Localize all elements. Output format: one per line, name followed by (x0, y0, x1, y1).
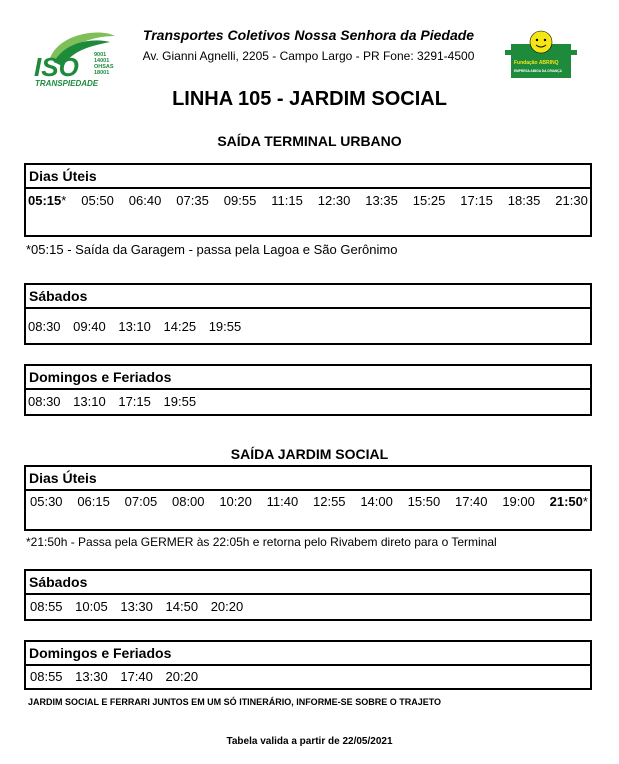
schedule-label: Sábados (26, 571, 590, 595)
time-entry: 06:15 (77, 494, 110, 509)
schedule-note: *05:15 - Saída da Garagem - passa pela Lagoa e São Gerônimo (26, 242, 398, 257)
times-row (26, 491, 590, 509)
time-entry: 12:55 (313, 494, 346, 509)
time-entry: 08:30 (28, 394, 61, 409)
time-entry: 21:30 (555, 193, 588, 208)
time-entry: 17:15 (118, 394, 151, 409)
time-entry: 18:35 (507, 193, 541, 208)
svg-text:9001: 9001 (94, 52, 107, 58)
time-entry: 20:20 (210, 599, 244, 614)
svg-text:ISO: ISO (34, 52, 79, 82)
times-row (26, 595, 590, 614)
svg-text:Fundação ABRINQ: Fundação ABRINQ (514, 60, 559, 66)
time-entry: 09:40 (73, 319, 106, 334)
time-entry: 19:55 (163, 394, 197, 409)
schedule-box-sundays-terminal (24, 364, 592, 416)
schedule-label: Sábados (26, 285, 590, 309)
header (0, 0, 619, 90)
time-entry: 08:00 (171, 494, 205, 509)
time-entry: 13:30 (120, 599, 153, 614)
valid-from: Tabela valida a partir de 22/05/2021 (226, 736, 393, 747)
times-row (26, 390, 590, 409)
schedule-box-weekdays-jardim (24, 465, 592, 531)
time-entry: 09:55 (223, 193, 257, 208)
svg-text:EMPRESA AMIGA DA CRIANÇA: EMPRESA AMIGA DA CRIANÇA (514, 69, 562, 73)
section-title-jardim: SAÍDA JARDIM SOCIAL (230, 446, 389, 462)
company-name: Transportes Coletivos Nossa Senhora da Piedade (142, 27, 475, 43)
schedule-label: Domingos e Feriados (26, 642, 590, 666)
abrinq-logo (505, 28, 577, 80)
schedule-label: Dias Úteis (26, 467, 590, 491)
schedule-note: *21:50h - Passa pela GERMER às 22:05h e retorna pelo Rivabem direto para o Terminal (26, 535, 497, 549)
schedule-label: Domingos e Feriados (26, 366, 590, 390)
time-entry: 05:30 (30, 494, 63, 509)
footer-note: JARDIM SOCIAL E FERRARI JUNTOS EM UM SÓ ITINERÁRIO, INFORME-SE SOBRE O TRAJETO (28, 697, 442, 707)
time-entry: 11:15 (271, 193, 303, 208)
time-entry: 15:25 (412, 193, 446, 208)
time-entry: 06:40 (128, 193, 162, 208)
times-row (26, 309, 590, 334)
time-entry: 05:50 (81, 193, 114, 208)
svg-text:18001: 18001 (94, 70, 110, 76)
time-entry: 12:30 (317, 193, 351, 208)
time-entry: 05:15* (28, 193, 67, 208)
schedule-box-weekdays-terminal (24, 163, 592, 237)
schedule-box-sundays-jardim (24, 640, 592, 690)
svg-text:OHSAS: OHSAS (94, 64, 114, 70)
time-entry: 13:35 (365, 193, 398, 208)
page-title: LINHA 105 - JARDIM SOCIAL (172, 88, 447, 110)
time-entry: 10:05 (75, 599, 108, 614)
time-entry: 17:40 (454, 494, 488, 509)
svg-text:TRANSPIEDADE: TRANSPIEDADE (35, 79, 99, 88)
schedule-box-saturdays-jardim (24, 569, 592, 621)
schedule-box-saturdays-terminal (24, 283, 592, 345)
time-entry: 19:00 (502, 494, 535, 509)
iso-logo (30, 28, 122, 88)
time-entry: 14:25 (163, 319, 197, 334)
time-entry: 15:50 (407, 494, 441, 509)
time-entry: 13:10 (73, 394, 106, 409)
time-entry: 10:20 (219, 494, 252, 509)
time-entry: 11:40 (266, 494, 299, 509)
time-entry: 13:10 (118, 319, 151, 334)
time-entry: 17:15 (460, 193, 493, 208)
time-entry: 20:20 (165, 669, 199, 684)
schedule-label: Dias Úteis (26, 165, 590, 189)
section-title-terminal: SAÍDA TERMINAL URBANO (217, 133, 402, 149)
time-entry: 08:55 (30, 599, 63, 614)
time-entry: 07:05 (124, 494, 158, 509)
time-entry: 21:50* (549, 494, 588, 509)
time-entry: 19:55 (208, 319, 242, 334)
time-entry: 08:55 (30, 669, 63, 684)
time-entry: 14:50 (165, 599, 199, 614)
time-entry: 14:00 (360, 494, 393, 509)
time-entry: 07:35 (176, 193, 209, 208)
times-row (26, 189, 590, 208)
times-row (26, 666, 590, 684)
time-entry: 08:30 (28, 319, 61, 334)
company-address: Av. Gianni Agnelli, 2205 - Campo Largo - PR Fone: 3291-4500 (142, 49, 475, 63)
time-entry: 13:30 (75, 669, 108, 684)
svg-text:14001: 14001 (94, 58, 110, 64)
time-entry: 17:40 (120, 669, 153, 684)
